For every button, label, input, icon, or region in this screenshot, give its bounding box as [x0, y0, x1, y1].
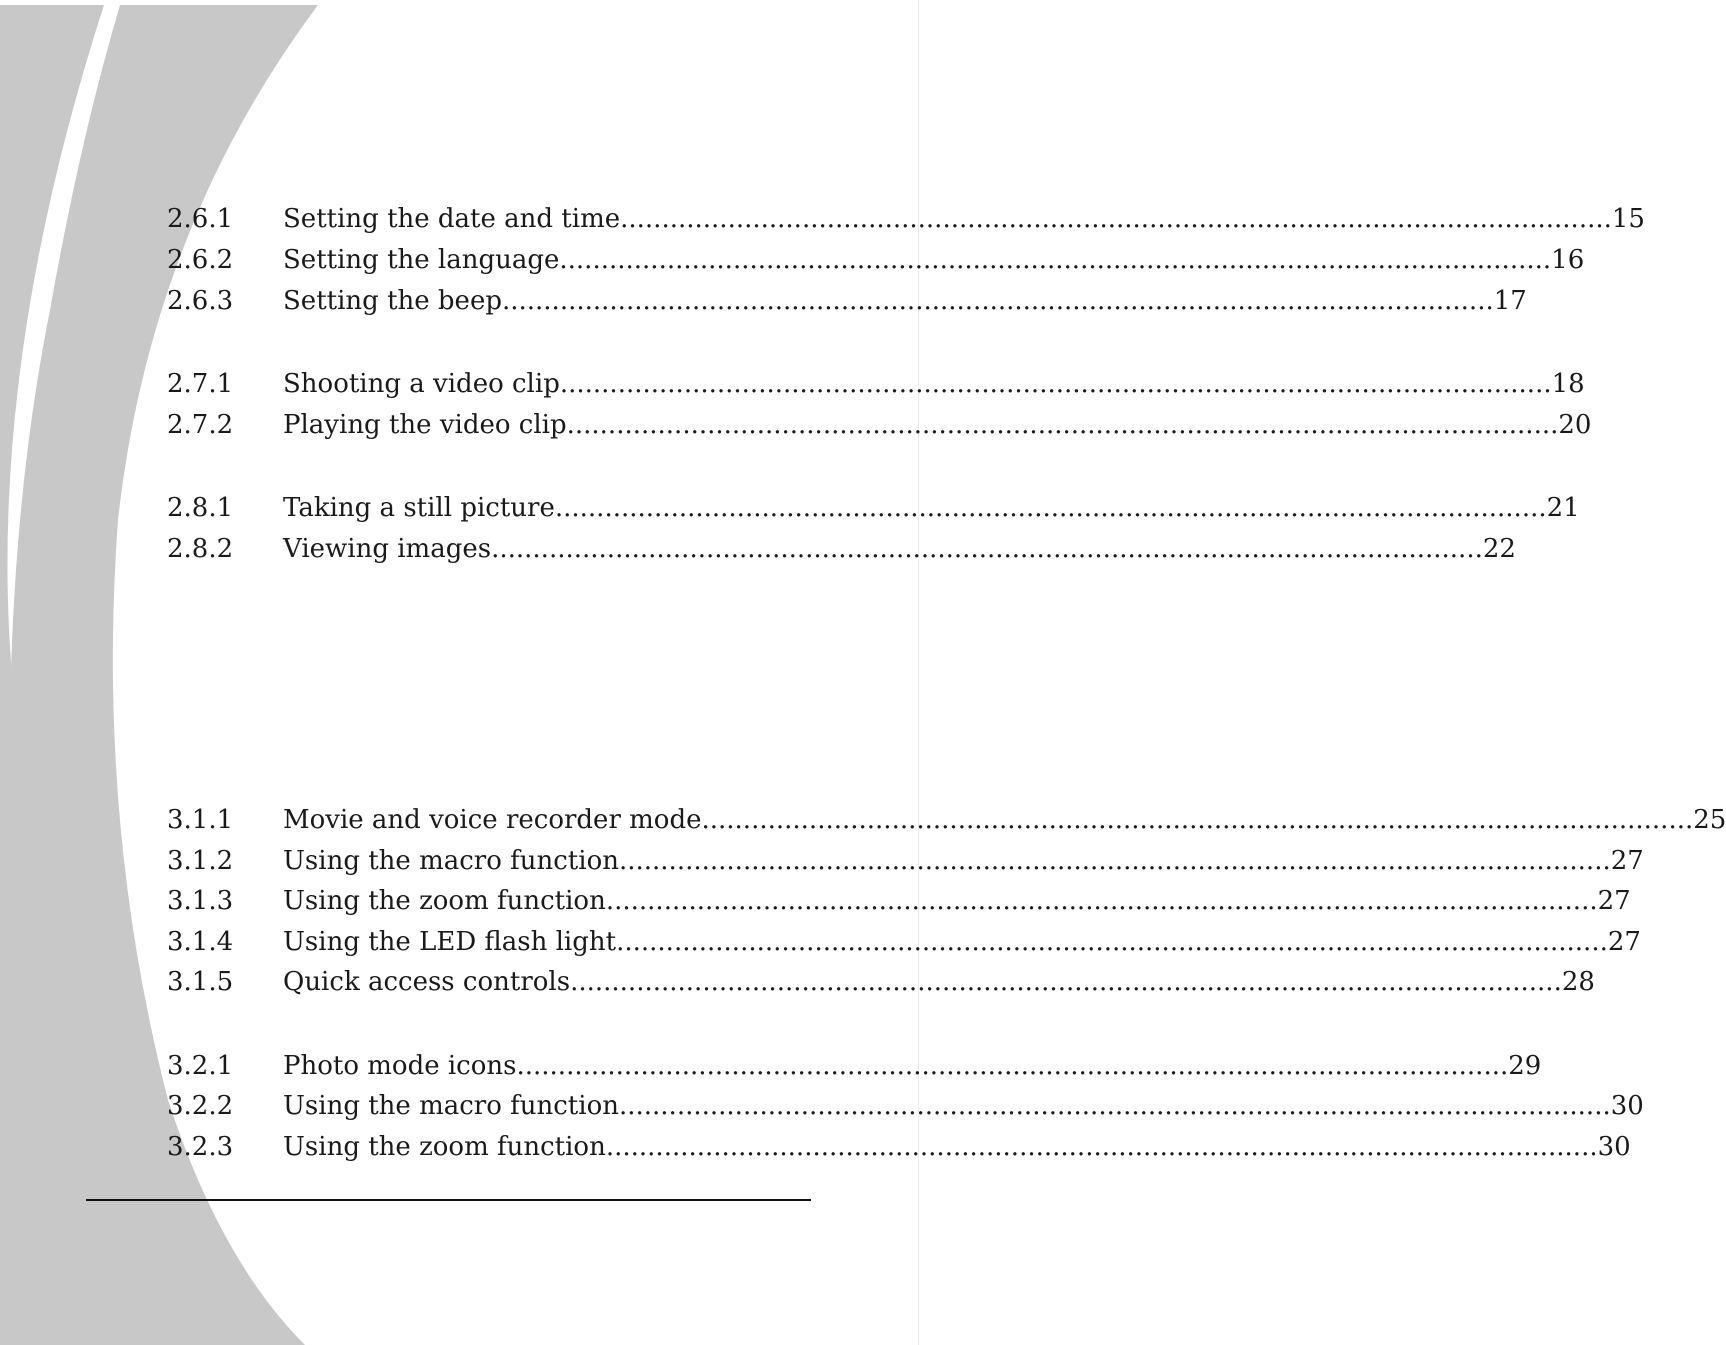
section-number: 3.1.3 [167, 886, 234, 916]
toc-entry[interactable] [167, 925, 1641, 959]
section-title: Quick access controls [283, 967, 571, 997]
page-number: 22 [1482, 534, 1516, 564]
section-number: 2.8.2 [167, 534, 234, 564]
section-title: Movie and voice recorder mode [283, 805, 702, 835]
page-number: 18 [1551, 369, 1585, 399]
page-number: 17 [1493, 286, 1527, 316]
toc-entry[interactable] [167, 965, 1595, 999]
section-number: 2.7.2 [167, 410, 234, 440]
toc-entry[interactable] [167, 243, 1585, 277]
dot-leader: ........................................................................................................................ [616, 927, 1608, 957]
footer-rule [86, 1199, 811, 1201]
section-number: 2.8.1 [167, 493, 234, 523]
dot-leader: ........................................................................................................................ [701, 805, 1694, 835]
page-number: 27 [1610, 846, 1644, 876]
dot-leader: ........................................................................................................................ [620, 204, 1612, 234]
toc-entry[interactable] [167, 844, 1644, 878]
dot-leader: ........................................................................................................................ [605, 1132, 1598, 1162]
toc-entry[interactable] [167, 884, 1631, 918]
page-number: 21 [1546, 493, 1580, 523]
section-title: Viewing images [283, 534, 492, 564]
section-number: 2.6.3 [167, 286, 234, 316]
section-number: 3.1.2 [167, 846, 234, 876]
section-title: Using the zoom function [283, 1132, 606, 1162]
section-number: 3.2.3 [167, 1132, 234, 1162]
section-title: Using the macro function [283, 1091, 619, 1121]
page-number: 27 [1607, 927, 1641, 957]
section-title: Taking a still picture [283, 493, 555, 523]
dot-leader: ........................................................................................................................ [501, 286, 1494, 316]
dot-leader: ........................................................................................................................ [618, 1091, 1611, 1121]
section-number: 2.6.2 [167, 245, 234, 275]
toc-entry[interactable] [167, 1049, 1542, 1083]
section-title: Using the macro function [283, 846, 619, 876]
toc-entry[interactable] [167, 408, 1592, 442]
section-title: Shooting a video clip [283, 369, 560, 399]
page-number: 28 [1561, 967, 1595, 997]
dot-leader: ........................................................................................................................ [559, 369, 1552, 399]
page-number: 20 [1558, 410, 1592, 440]
toc-entry[interactable] [167, 1089, 1644, 1123]
dot-leader: ........................................................................................................................ [491, 534, 1483, 564]
dot-leader: ........................................................................................................................ [566, 410, 1559, 440]
page-number: 27 [1597, 886, 1631, 916]
page-number: 30 [1597, 1132, 1631, 1162]
section-number: 3.2.1 [167, 1051, 234, 1081]
section-number: 2.6.1 [167, 204, 234, 234]
dot-leader: ........................................................................................................................ [605, 886, 1598, 916]
section-number: 3.1.4 [167, 927, 234, 957]
section-title: Photo mode icons [283, 1051, 517, 1081]
section-title: Playing the video clip [283, 410, 567, 440]
toc-entry[interactable] [167, 803, 1726, 837]
section-title: Setting the date and time [283, 204, 621, 234]
dot-leader: ........................................................................................................................ [570, 967, 1562, 997]
page-number: 25 [1693, 805, 1726, 835]
section-number: 3.1.5 [167, 967, 234, 997]
toc-entry[interactable] [167, 532, 1516, 566]
page-number: 30 [1610, 1091, 1644, 1121]
dot-leader: ........................................................................................................................ [559, 245, 1552, 275]
section-number: 3.2.2 [167, 1091, 234, 1121]
section-title: Using the LED flash light [283, 927, 617, 957]
section-title: Using the zoom function [283, 886, 606, 916]
toc-entry[interactable] [167, 202, 1645, 236]
toc-entry[interactable] [167, 284, 1527, 318]
dot-leader: ........................................................................................................................ [554, 493, 1547, 523]
toc-entry[interactable] [167, 367, 1585, 401]
section-number: 3.1.1 [167, 805, 234, 835]
dot-leader: ........................................................................................................................ [516, 1051, 1509, 1081]
section-title: Setting the language [283, 245, 560, 275]
section-number: 2.7.1 [167, 369, 234, 399]
page-number: 15 [1611, 204, 1645, 234]
dot-leader: ........................................................................................................................ [618, 846, 1611, 876]
page-number: 16 [1551, 245, 1585, 275]
toc-entry[interactable] [167, 1130, 1631, 1164]
toc-entry[interactable] [167, 491, 1580, 525]
section-title: Setting the beep [283, 286, 502, 316]
page-number: 29 [1508, 1051, 1542, 1081]
